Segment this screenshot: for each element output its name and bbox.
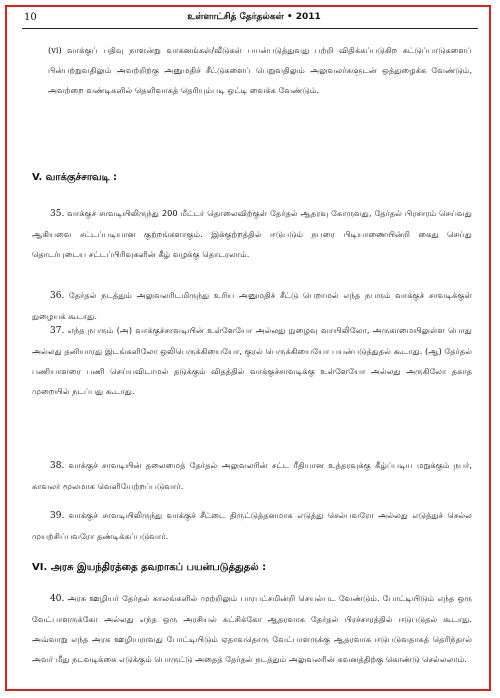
- paragraph-text: வாக்குச் சாவடியிலிருந்து வாக்குச் சீட்டை திருட்டுத்தனமாக எடுத்து செல்பவரோ அல்லது எடுத்துச் செல்ல முயற்சிப்பவரோ தண்டிக்கப்படுவார்.: [32, 510, 473, 541]
- paragraph-text: வாக்குச் சாவடியிலிருந்து 200 மீட்டர் தொலைவிற்குள் தேர்தல் ஆதரவு கோருவது, தேர்தல் பிரசாரம் செய்வது ஆகியவை சட்டப்படியான குற்றங்களாகும். இக்குற்றத்தில் ஈடுபடும் நபரை பிடியாணையின்றி கைது செய்து தொடர்புடைய சட்டப்பிரிவுகளின் கீழ் வழக்கு தொடரலாம்.: [32, 208, 472, 259]
- running-title: உள்ளாட்சித் தேர்தல்கள் • 2011: [187, 12, 321, 22]
- item-vi: [48, 40, 472, 100]
- paragraph-38: [32, 455, 472, 496]
- paragraph-number: 35.: [50, 209, 65, 219]
- paragraph-text: தேர்தல் நடத்தும் அலுவலரிடமிருந்து உரிய அனுமதிச் சீட்டு பெறாமல் எந்த நபரும் வாக்குச் சாவடிக்குள் நுழையக் கூடாது.: [32, 290, 472, 321]
- item-marker: (vi): [48, 45, 62, 55]
- paragraph-number: 38.: [50, 461, 65, 471]
- paragraph-number: 37.: [50, 326, 65, 336]
- section-heading-vi: VI. அரசு இயந்திரத்தை தவறாகப் பயன்படுத்துதல் :: [32, 562, 267, 573]
- paragraph-number: 36.: [50, 291, 65, 301]
- item-text: வாக்குப் பதிவு நாளன்று வாகனங்கள்/வீடுகள் பயன்படுத்துவது பற்றி விதிக்கப்படுகிற கட்டுப்பாடுகளைப் பின்பற்றுவதிலும் அவற்றிற்கு அனுமதிச் சீட்டுகளைப் பெறுவதிலும் அலுவலர்களுடன் ஒத்துழைக்க வேண்டும், அவற்றை வண்டிகளில் தெளிவாகத் தெரியும்படி ஒட்டி வைக்க வேண்டும்.: [48, 45, 472, 95]
- paragraph-number: 39.: [50, 511, 65, 521]
- paragraph-37: [32, 320, 472, 401]
- page-number: 10: [24, 12, 37, 23]
- paragraph-text: வாக்குச் சாவடியின் தலைமைத் தேர்தல் அலுவலரின் சட்ட ரீதியான உத்தரவுக்கு கீழ்ப்படிய மறுக்கும் நபர், காவலர் மூலமாக வெளியேற்றப்படுவார்.: [32, 460, 472, 491]
- section-heading-v: V. வாக்குச்சாவடி :: [32, 172, 118, 183]
- paragraph-40: [32, 588, 472, 669]
- paragraph-39: [32, 505, 472, 546]
- paragraph-text: அரசு ஊழியர் தேர்தல் காலங்களில் முற்றிலும் பாரபட்சமின்றி செயல்பட வேண்டும். போட்டியிடும் எந்த ஒரு வேட்பாளருக்கோ அல்லது எந்த ஒரு அரசியல் கட்சிக்கோ ஆதரவாக தேர்தல் பிரச்சாரத்தில் ஈடுபடுதல் கூடாது. அவ்வாறு எந்த அரசு ஊழியராவது போட்டியிடும் ஏதாவதொரு வேட்பாளருக்கு ஆதரவாக ஈடுபடுவதாகத் தெரிந்தால் அவர் மீது நடவடிக்கை எடுக்கும் பொருட்டு அதைத் தேர்தல் நடத்தும் அலுவலரின் கவனத்திற்கு கொண்டு செல்லலாம்.: [32, 593, 472, 664]
- page-header: [20, 12, 488, 26]
- paragraph-text: எந்த நபரும் (அ) வாக்குச்சாவடியின் உள்ளேயோ அல்லது நுழைவு வாயிலிலோ, அருகாமையிலுள்ள பொது அல்லது தனியாரது இடங்களிலோ ஒலிபெருக்கியையோ, குரல் பெருக்கியையோ பயன்படுத்துதல் கூடாது. (ஆ) தேர்தல் பணியாளரை பணி செய்யவிடாமல் தடுக்கும் விதத்தில் வாக்குச்சாவடிக்கு உள்ளேயோ அல்லது அருகிலோ தகாத முறையில் நடப்பது கூடாது.: [32, 325, 472, 396]
- paragraph-35: [32, 203, 472, 264]
- paragraph-number: 40.: [50, 594, 65, 604]
- header-rule: [22, 28, 478, 29]
